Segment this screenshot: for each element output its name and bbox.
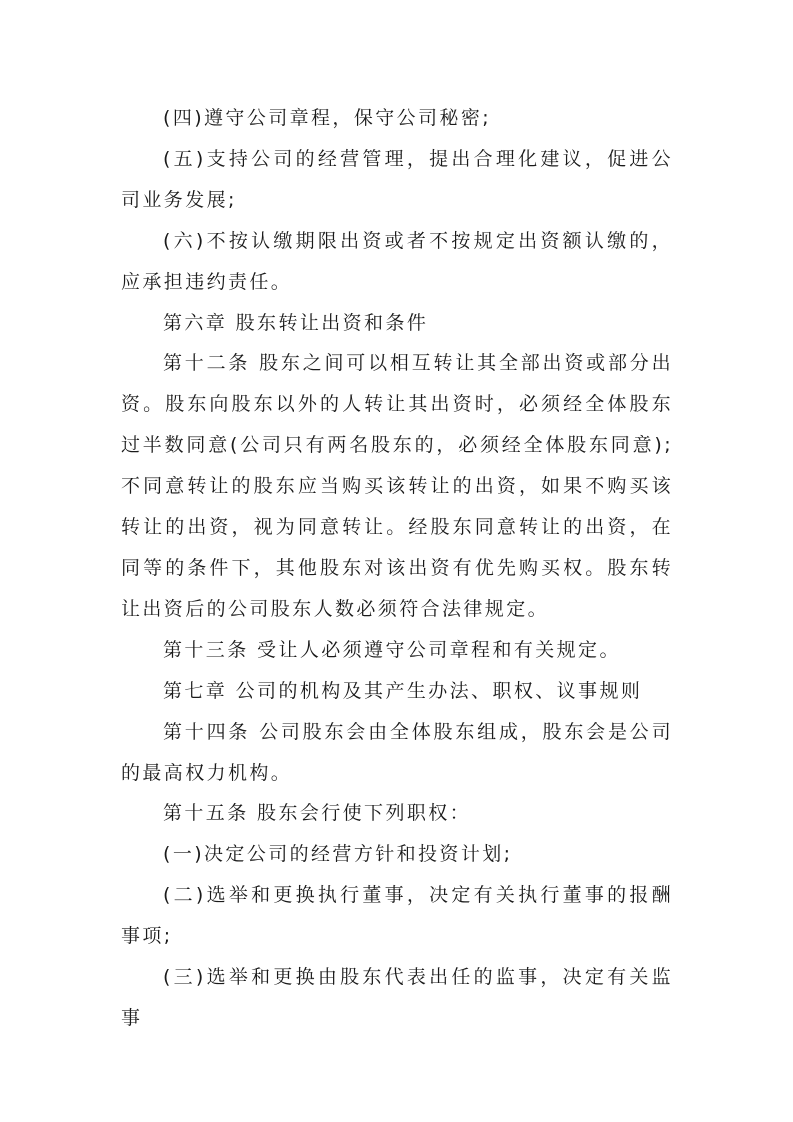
chapter-6-heading: 第六章 股东转让出资和条件 — [163, 311, 429, 334]
article-15: 第十五条 股东会行使下列职权： — [163, 802, 472, 825]
power-item-3: (三)选举和更换由股东代表出任的监事，决定有关监事 — [121, 966, 673, 1029]
article-12: 第十二条 股东之间可以相互转让其全部出资或部分出资。股东向股东以外的人转让其出资时，必须经全体股东过半数同意(公司只有两名股东的，必须经全体股东同意);不同意转让的股东应当购买该转让的出资，如果不购买该转让的出资，视为同意转让。经股东同意转让的出资，在同等的条件下，其他股东对该出资有优先购买权。股东转让出资后的公司股东人数必须符合法律规定。 — [121, 352, 673, 620]
power-item-1: (一)决定公司的经营方针和投资计划; — [163, 843, 513, 866]
document-page — [121, 98, 673, 1039]
clause-6-obligation: (六)不按认缴期限出资或者不按规定出资额认缴的，应承担违约责任。 — [121, 229, 673, 293]
clause-4-obligation: (四)遵守公司章程，保守公司秘密; — [163, 107, 492, 129]
article-14: 第十四条 公司股东会由全体股东组成，股东会是公司的最高权力机构。 — [121, 720, 673, 784]
chapter-7-heading: 第七章 公司的机构及其产生办法、职权、议事规则 — [163, 679, 643, 702]
article-13: 第十三条 受让人必须遵守公司章程和有关规定。 — [163, 638, 621, 661]
power-item-2: (二)选举和更换执行董事，决定有关执行董事的报酬事项; — [121, 884, 673, 948]
clause-5-obligation: (五)支持公司的经营管理，提出合理化建议，促进公司业务发展; — [121, 147, 673, 211]
